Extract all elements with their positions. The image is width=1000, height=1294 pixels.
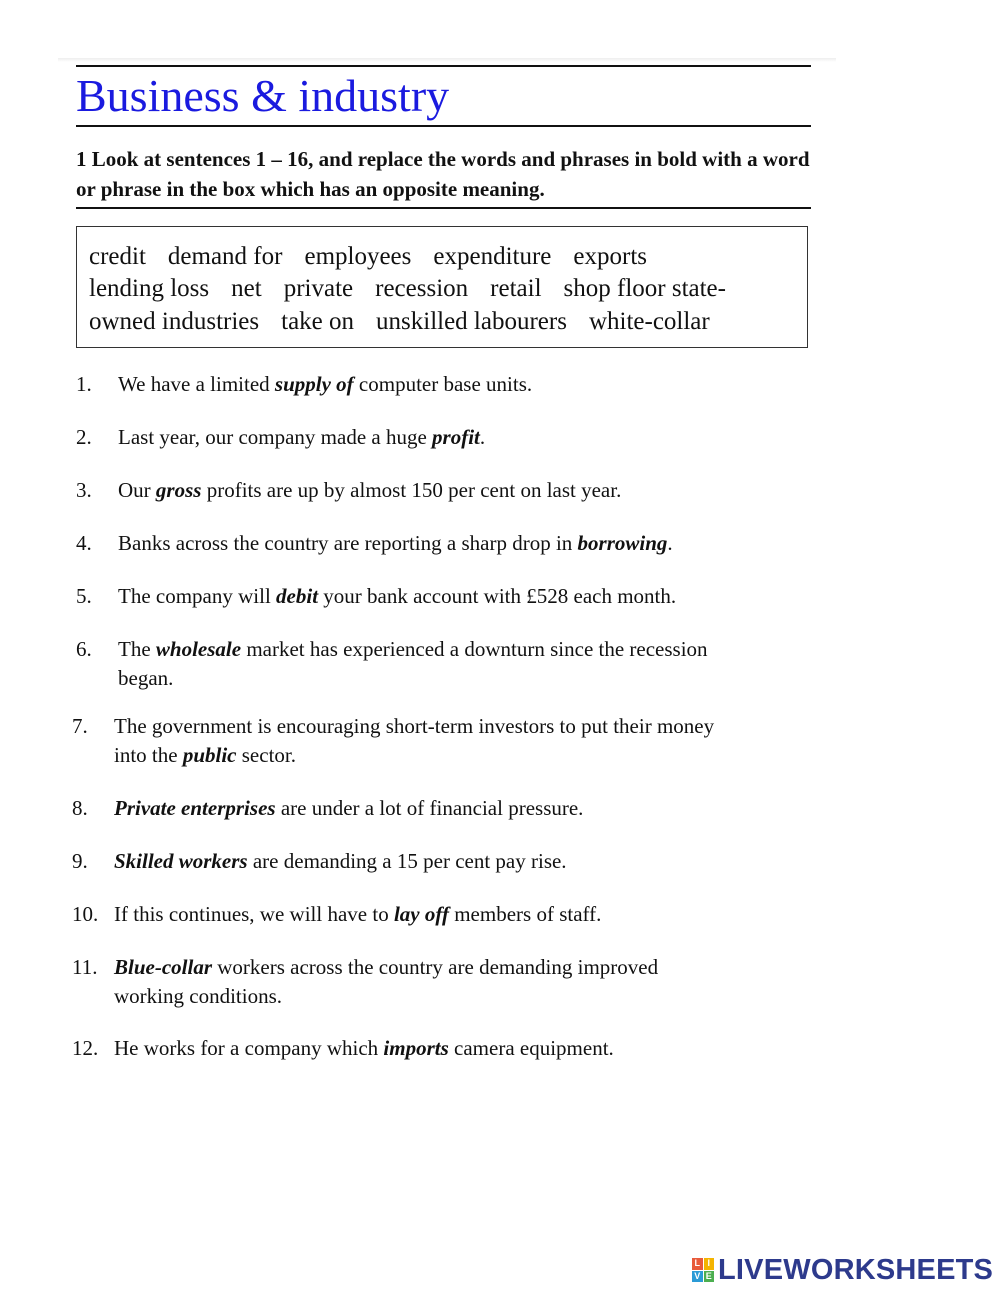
question-number: 2. [76,425,92,449]
word-box-item: private [283,275,354,302]
word-box-item: retail [490,275,542,302]
text-segment: working conditions. [114,984,282,1008]
text-segment: camera equipment. [448,1036,614,1060]
text-segment: He works for a company which [114,1036,384,1060]
text-segment: workers across the country are demanding improved [212,955,659,979]
text-segment: We have a limited [118,372,275,396]
word-box-item: expenditure [433,243,552,270]
question-text [114,712,714,741]
question-number: 9. [72,849,88,873]
word-box-item: recession [375,275,469,302]
word-box-item: take on [281,308,355,335]
question-number: 3. [76,478,92,502]
instructions-rule [76,207,811,209]
word-box-line-2 [89,273,726,305]
question-text [114,953,658,982]
bold-phrase: gross [155,478,202,502]
question-text [114,982,282,1011]
logo-tile: V [692,1271,703,1283]
bold-phrase: Skilled workers [114,849,248,873]
word-box-line-3 [89,306,710,338]
question-text [118,476,621,505]
text-segment: Our [118,478,156,502]
bold-phrase: Private enterprises [114,796,276,820]
question-text [118,582,676,611]
word-box [76,226,808,348]
question-text [118,529,673,558]
bold-phrase: supply of [274,372,354,396]
bold-phrase: lay off [393,902,449,926]
word-box-item: net [231,275,262,302]
question-number: 4. [76,531,92,555]
question-text [114,847,567,876]
bold-phrase: borrowing [577,531,668,555]
word-box-item: employees [304,243,412,270]
question-text [118,635,708,664]
text-segment: sector. [236,743,296,767]
text-segment: The company will [118,584,277,608]
page-title: Business & industry [76,70,450,121]
text-segment: If this continues, we will have to [114,902,394,926]
text-segment: . [479,425,486,449]
bold-phrase: wholesale [155,637,242,661]
question-text [118,423,485,452]
text-segment: . [667,531,673,555]
text-segment: computer base units. [353,372,533,396]
top-rule [76,65,811,67]
bold-phrase: debit [276,584,319,608]
word-box-item: credit [89,243,146,270]
bold-phrase: imports [383,1036,449,1060]
word-box-line-1 [89,241,647,273]
text-segment: profits are up by almost 150 per cent on last year. [201,478,622,502]
page-top-edge [58,58,836,62]
question-text [118,664,173,693]
logo-text: LIVEWORKSHEETS [718,1253,994,1286]
question-text [114,741,296,770]
word-box-item: owned industries [89,308,260,335]
text-segment: began. [118,666,174,690]
text-segment: your bank account with £528 each month. [318,584,677,608]
text-segment: Last year, our company made a huge [118,425,433,449]
question-number: 8. [72,796,88,820]
text-segment: The government is encouraging short-term investors to put their money [114,714,715,738]
bold-phrase: profit [432,425,480,449]
logo-icon [692,1258,714,1282]
text-segment: are under a lot of financial pressure. [275,796,584,820]
word-box-item: white-collar [588,308,710,335]
text-segment: market has experienced a downturn since the recession [241,637,708,661]
question-number: 10. [72,902,99,926]
question-text [114,900,601,929]
text-segment: into the [114,743,183,767]
liveworksheets-logo [692,1254,993,1286]
question-number: 11. [72,955,98,979]
bold-phrase: Blue-collar [114,955,212,979]
question-text [114,1034,614,1063]
question-number: 1. [76,372,92,396]
text-segment: The [118,637,156,661]
text-segment: members of staff. [448,902,602,926]
question-number: 5. [76,584,92,608]
logo-tile: E [704,1271,715,1283]
instructions: 1 Look at sentences 1 – 16, and replace the words and phrases in bold with a word or phrase in the box which has an opposite meaning. [76,147,810,201]
title-rule [76,125,811,127]
question-text [114,794,583,823]
logo-tile: I [704,1258,715,1270]
question-text [118,370,532,399]
text-segment: Banks across the country are reporting a sharp drop in [118,531,578,555]
word-box-item: exports [573,243,648,270]
logo-tile: L [692,1258,703,1270]
word-box-item: unskilled labourers [376,308,567,335]
word-box-item: shop floor state- [563,275,726,302]
word-box-item: lending loss [89,275,210,302]
bold-phrase: public [182,743,237,767]
question-number: 7. [72,714,88,738]
question-number: 6. [76,637,92,661]
text-segment: are demanding a 15 per cent pay rise. [247,849,567,873]
word-box-item: demand for [167,243,283,270]
question-number: 12. [72,1036,99,1060]
